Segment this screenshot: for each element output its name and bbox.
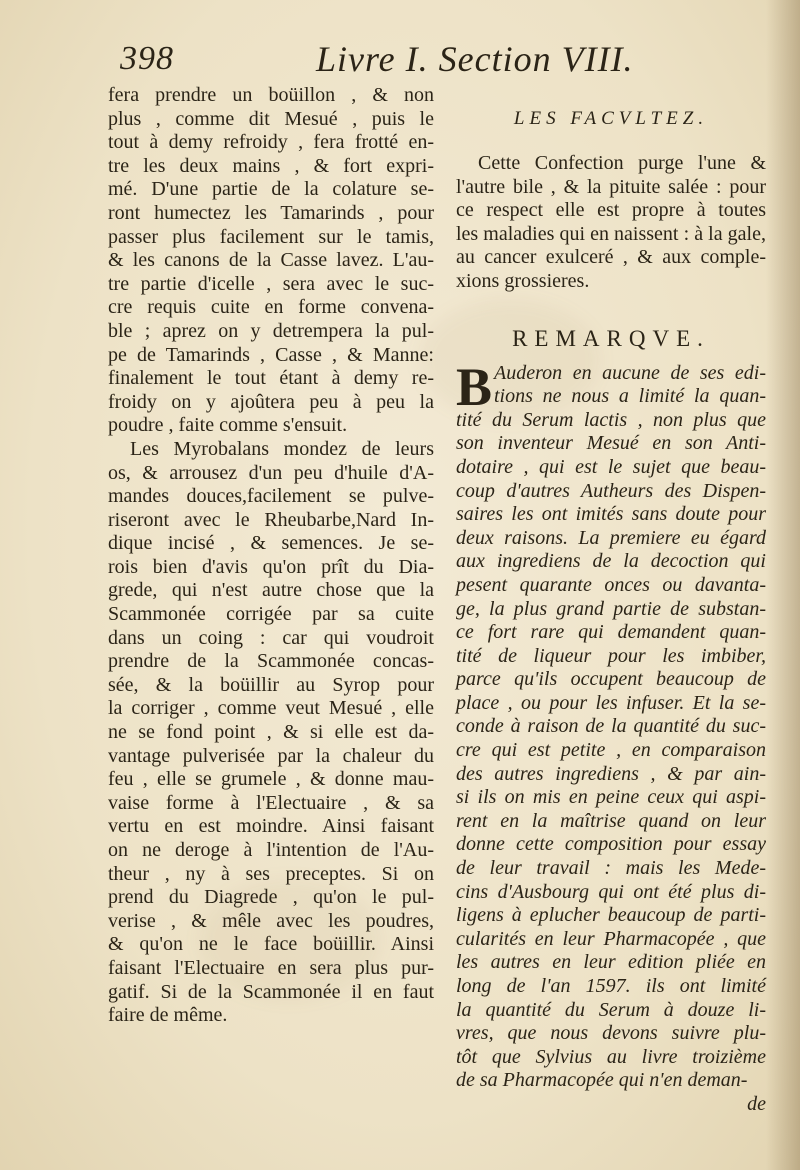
text-line: froidy on y ajoûtera peu à peu la bbox=[108, 390, 434, 413]
text-line: grede, qui n'est autre chose que la bbox=[108, 579, 434, 602]
text-line: theur , ny à ses preceptes. Si on bbox=[108, 862, 434, 885]
text-line: de sa Pharmacopée qui n'en deman- bbox=[456, 1069, 748, 1092]
text-line: finalement le tout étant à demy re- bbox=[108, 367, 434, 390]
text-line: les autres en leur edition pliée en bbox=[456, 951, 766, 974]
text-line: pe de Tamarinds , Casse , & Manne: bbox=[108, 343, 434, 366]
drop-cap: B bbox=[456, 356, 493, 417]
text-line: fera prendre un boüillon , & non bbox=[108, 84, 434, 106]
text-line: aux ingrediens de la decoction qui bbox=[456, 550, 766, 573]
text-line: Les Myrobalans mondez de leurs bbox=[130, 437, 434, 460]
text-line: la quantité du Serum à douze li- bbox=[456, 998, 766, 1021]
page-number: 398 bbox=[120, 40, 174, 77]
text-line: ront humectez les Tamarinds , pour bbox=[108, 201, 434, 224]
text-line: coup d'autres Autheurs des Dispen- bbox=[456, 479, 766, 502]
text-line: de leur travail : mais les Mede- bbox=[456, 857, 766, 880]
text-line: os, & arrousez d'un peu d'huile d'A- bbox=[108, 461, 434, 484]
text-line: deux raisons. La premiere eu égard bbox=[456, 526, 766, 549]
text-line: cins d'Ausbourg qui ont été plus di- bbox=[456, 880, 766, 903]
text-line: mé. D'une partie de la colature se- bbox=[108, 178, 434, 201]
text-line: si ils on mis en peine ceux qui aspi- bbox=[456, 786, 766, 809]
text-line: vertu en est moindre. Ainsi faisant bbox=[108, 815, 434, 838]
facultez-paragraph bbox=[456, 152, 766, 294]
section-title-remarque: REMARQVE. bbox=[512, 325, 710, 351]
text-line: dique incisé , & semences. Je se- bbox=[108, 532, 434, 555]
left-text-column bbox=[108, 84, 434, 1028]
text-line: cularités en leur Pharmacopée , que bbox=[456, 927, 766, 950]
text-line: dans un coing : car qui voudroit bbox=[108, 626, 434, 649]
text-line: l'autre bile , & la pituite salée : pour bbox=[456, 175, 766, 198]
text-line: donne cette composition pour essay bbox=[456, 833, 766, 856]
text-line: on ne deroge à l'intention de l'Au- bbox=[108, 839, 434, 861]
text-line: feu , elle se grumele , & donne mau- bbox=[108, 768, 434, 791]
text-line: tre les deux mains , & fort expri- bbox=[108, 154, 434, 177]
text-line: ce fort rare qui demandent quan- bbox=[456, 621, 766, 644]
text-line: xions grossieres. bbox=[456, 269, 590, 292]
text-line: sée, & la boüillir au Syrop pour bbox=[108, 673, 434, 696]
text-line: mandes douces,facilement se pulve- bbox=[108, 485, 434, 508]
text-line: place , ou pour les infuser. Et la se- bbox=[456, 691, 766, 714]
section-title-facultez: LES FACVLTEZ. bbox=[513, 108, 709, 129]
text-line: Cette Confection purge l'une & bbox=[478, 152, 766, 174]
text-line: verise , & mêle avec les poudres, bbox=[108, 909, 434, 932]
text-line: cre qui est petite , en comparaison bbox=[456, 739, 766, 762]
text-line: tions ne nous a limité la quan- bbox=[494, 385, 766, 408]
text-line: prend du Diagrede , qu'on le pul- bbox=[108, 886, 434, 909]
text-line: vres, que nous devons suivre plu- bbox=[456, 1022, 766, 1045]
text-line: cre requis cuite en forme convena- bbox=[108, 296, 434, 319]
text-line: pesent quarante onces ou davanta- bbox=[456, 573, 766, 596]
text-line: vaise forme à l'Electuaire , & sa bbox=[108, 791, 434, 814]
text-line: ble ; aprez on y detrempera la pul- bbox=[108, 319, 434, 342]
text-line: conde à raison de la quantité du suc- bbox=[456, 715, 766, 738]
text-line: des autres ingrediens , & par ain- bbox=[456, 762, 766, 785]
page-header bbox=[120, 38, 760, 82]
text-line: parce qu'ils occupent beaucoup de bbox=[456, 668, 766, 691]
page-gutter-shadow bbox=[766, 0, 800, 1170]
text-line: saires les ont imités sans doute pour bbox=[456, 503, 766, 526]
text-line: poudre , faite comme s'ensuit. bbox=[108, 414, 348, 437]
text-line: long de l'an 1597. ils ont limité bbox=[456, 975, 766, 997]
text-line: tité du Serum lactis , non plus que bbox=[456, 408, 766, 431]
text-line: la corriger , comme veut Mesué , elle bbox=[108, 697, 434, 720]
running-head: Livre I. Section VIII. bbox=[316, 39, 634, 79]
text-line: tité de liqueur pour les imbiber, bbox=[456, 644, 766, 667]
text-line: ne se fond point , & si elle est da- bbox=[108, 721, 434, 744]
text-line: Auderon en aucune de ses edi- bbox=[494, 361, 766, 384]
catchword: de bbox=[747, 1092, 766, 1115]
remarque-paragraph bbox=[456, 356, 766, 1093]
text-line: au cancer exulceré , & aux comple- bbox=[456, 246, 766, 269]
text-line: ce respect elle est propre à toutes bbox=[456, 199, 766, 222]
text-line: passer plus facilement sur le tamis, bbox=[108, 225, 434, 248]
text-line: faire de même. bbox=[108, 1004, 228, 1027]
text-line: & les canons de la Casse lavez. L'au- bbox=[108, 249, 434, 272]
text-line: tout à demy refroidy , fera frotté en- bbox=[108, 131, 434, 154]
text-line: gatif. Si de la Scammonée il en faut bbox=[108, 980, 434, 1003]
text-line: son inventeur Mesué en son Anti- bbox=[456, 432, 766, 455]
text-line: Scammonée corrigée par sa cuite bbox=[108, 603, 434, 626]
text-line: vantage pulverisée par la chaleur du bbox=[108, 744, 434, 767]
right-text-column bbox=[456, 104, 766, 1117]
text-line: ligens à eplucher beaucoup de parti- bbox=[456, 904, 766, 927]
text-line: & qu'on ne le face boüillir. Ainsi bbox=[108, 933, 434, 956]
text-line: rois bien d'avis qu'on prît du Dia- bbox=[108, 555, 434, 578]
text-line: rent en la maîtrise quand on leur bbox=[456, 809, 766, 832]
text-line: faisant l'Electuaire en sera plus pur- bbox=[108, 956, 434, 979]
text-line: ge, la plus grand partie de substan- bbox=[456, 597, 766, 620]
text-line: plus , comme dit Mesué , puis le bbox=[108, 107, 434, 130]
text-line: riseront avec le Rheubarbe,Nard In- bbox=[108, 508, 434, 531]
text-line: dotaire , qui est le sujet que beau- bbox=[456, 455, 766, 478]
text-line: les maladies qui en naissent : à la gale, bbox=[456, 222, 766, 245]
text-line: prendre de la Scammonée concas- bbox=[108, 650, 434, 673]
text-line: tôt que Sylvius au livre troizième bbox=[456, 1045, 766, 1068]
text-line: tre partie d'icelle , sera avec le suc- bbox=[108, 272, 434, 295]
